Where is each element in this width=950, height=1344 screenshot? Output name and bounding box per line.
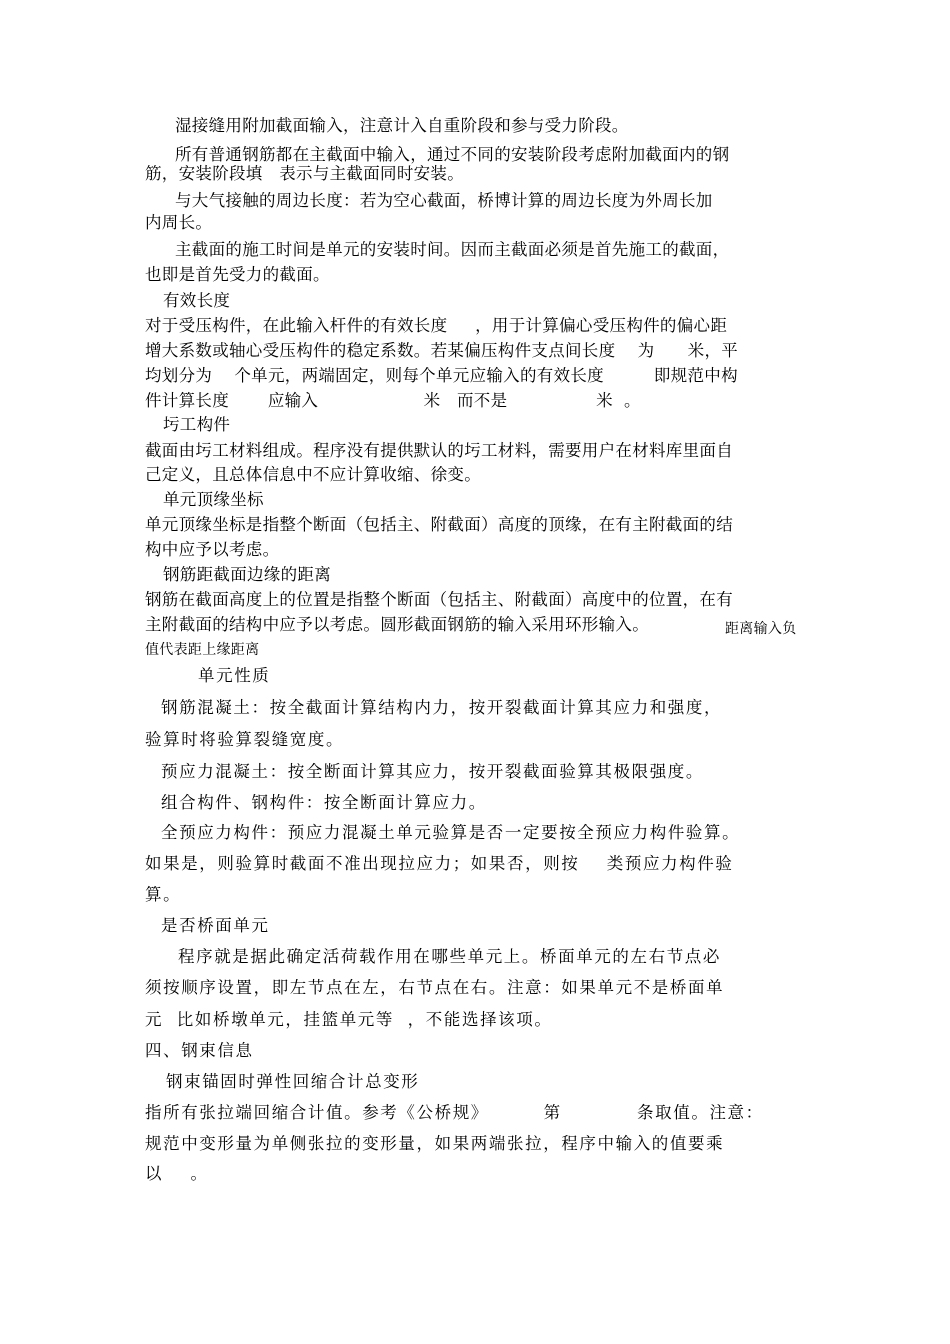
text-line: 均划分为 个单元，两端固定，则每个单元应输入的有效长度 即规范中构	[145, 366, 738, 385]
text-line: 如果是，则验算时截面不准出现拉应力；如果否，则按 类预应力构件验	[145, 854, 734, 873]
text-line: 元 比如桥墩单元，挂篮单元等 ，不能选择该项。	[145, 1010, 553, 1029]
section-heading: 有效长度	[163, 291, 231, 310]
section-heading: 钢筋距截面边缘的距离	[163, 565, 331, 584]
text-line: 主截面的施工时间是单元的安装时间。因而主截面必须是首先施工的截面，	[175, 240, 730, 259]
text-line: 也即是首先受力的截面。	[145, 265, 330, 284]
text-line: 增大系数或轴心受压构件的稳定系数。若某偏压构件支点间长度 为 米，平	[145, 341, 739, 360]
text-line: 与大气接触的周边长度：若为空心截面，桥博计算的周边长度为外周长加	[175, 191, 713, 210]
section-heading: 单元顶缘坐标	[163, 490, 264, 509]
text-line: 指所有张拉端回缩合计值。参考《公桥规》 第 条取值。注意：	[145, 1103, 764, 1122]
text-line: 单元顶缘坐标是指整个断面（包括主、附截面）高度的顶缘，在有主附截面的结	[145, 515, 733, 534]
text-line: 钢筋混凝土：按全截面计算结构内力，按开裂截面计算其应力和强度，	[161, 698, 723, 717]
text-line: 验算时将验算裂缝宽度。	[145, 730, 345, 749]
text-line: 须按顺序设置，即左节点在左，右节点在右。注意：如果单元不是桥面单	[145, 978, 725, 997]
section-heading: 是否桥面单元	[161, 916, 270, 935]
text-line: 内周长。	[145, 213, 213, 232]
text-line: 以 。	[145, 1164, 209, 1183]
text-line: 程序就是据此确定活荷载作用在哪些单元上。桥面单元的左右节点必	[178, 947, 721, 966]
section-heading: 圬工构件	[163, 415, 231, 434]
text-line: 件计算长度 应输入 米 而不是 米 。	[145, 391, 641, 410]
section-heading: 单元性质	[198, 666, 271, 685]
text-line: 湿接缝用附加截面输入，注意计入自重阶段和参与受力阶段。	[175, 116, 629, 135]
text-line: 距离输入负	[725, 621, 797, 637]
text-line: 预应力混凝土：按全断面计算其应力，按开裂截面验算其极限强度。	[161, 762, 704, 781]
text-line: 构中应予以考虑。	[145, 540, 280, 559]
text-line: 筋，安装阶段填 表示与主截面同时安装。	[145, 164, 465, 183]
text-line: 规范中变形量为单侧张拉的变形量，如果两端张拉，程序中输入的值要乘	[145, 1134, 725, 1153]
text-line: 己定义，且总体信息中不应计算收缩、徐变。	[145, 465, 481, 484]
text-line: 全预应力构件：预应力混凝土单元验算是否一定要按全预应力构件验算。	[161, 823, 741, 842]
text-line: 算。	[145, 885, 182, 904]
text-line: 对于受压构件，在此输入杆件的有效长度 ，用于计算偏心受压构件的偏心距	[145, 316, 728, 335]
text-line: 组合构件、钢构件：按全断面计算应力。	[161, 793, 487, 812]
text-line: 主附截面的结构中应予以考虑。圆形截面钢筋的输入采用环形输入。	[145, 615, 649, 634]
text-line: 钢筋在截面高度上的位置是指整个断面（包括主、附截面）高度中的位置，在有	[145, 590, 733, 609]
section-heading: 钢束锚固时弹性回缩合计总变形	[166, 1072, 420, 1091]
text-line: 所有普通钢筋都在主截面中输入，通过不同的安装阶段考虑附加截面内的钢	[175, 145, 730, 164]
text-line: 截面由圬工材料组成。程序没有提供默认的圬工材料，需要用户在材料库里面自	[145, 441, 733, 460]
section-heading: 四、钢束信息	[145, 1041, 254, 1060]
text-line: 值代表距上缘距离	[145, 642, 260, 658]
